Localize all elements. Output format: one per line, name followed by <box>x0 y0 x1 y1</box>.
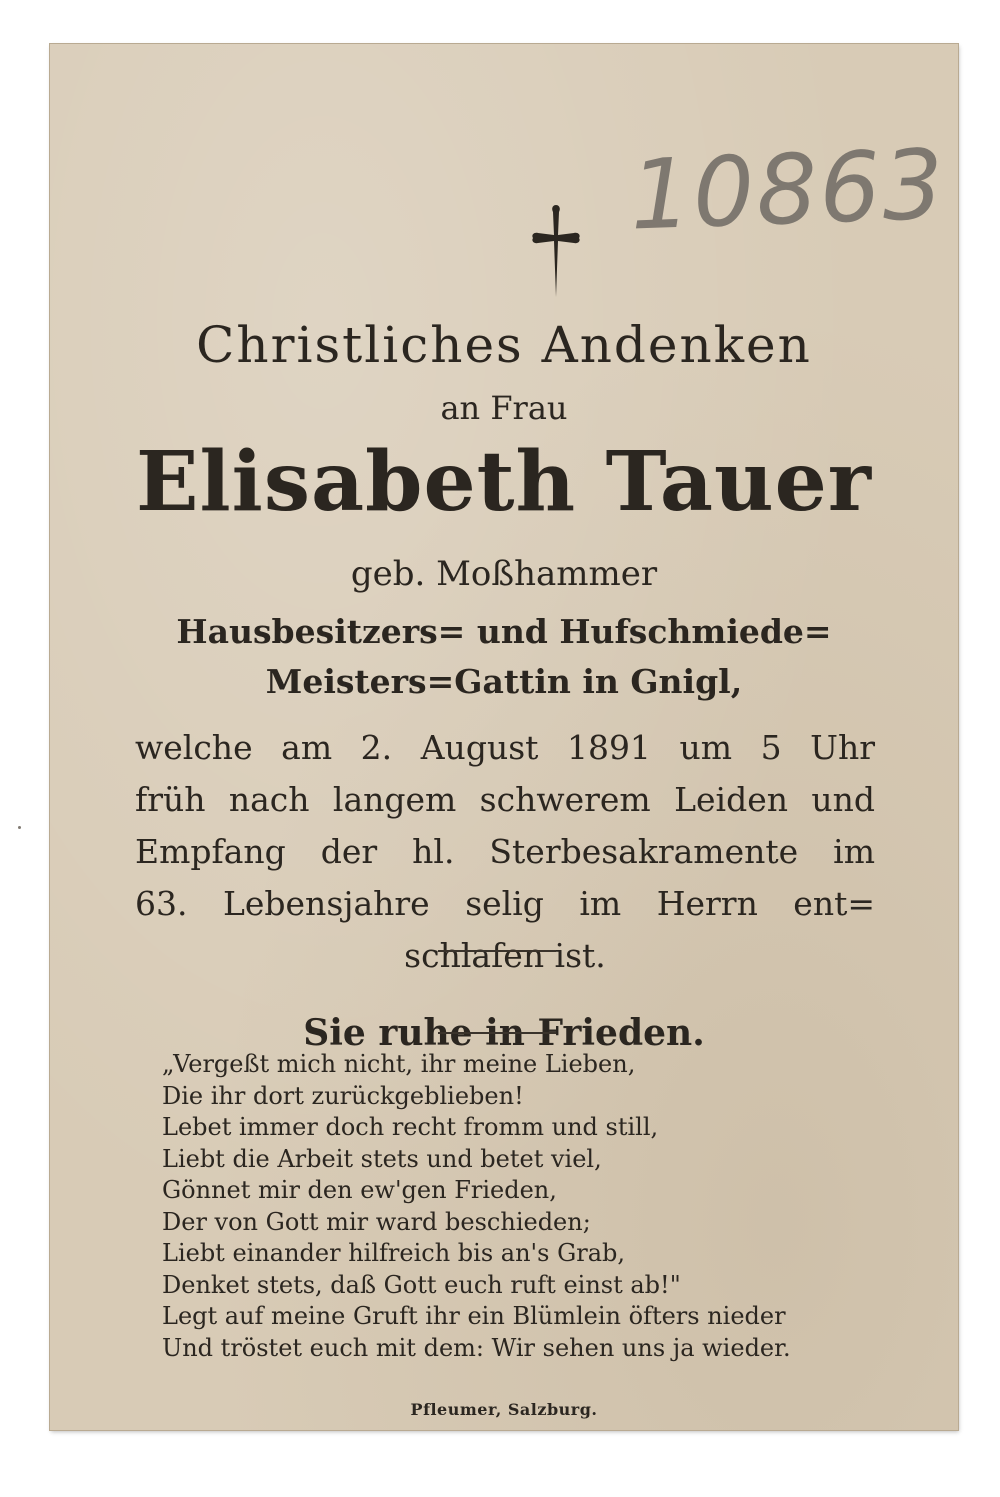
latin-cross-icon <box>528 199 584 299</box>
rest-in-peace-line: Sie ruhe in Frieden. <box>303 1012 705 1054</box>
poem-line: Liebt einander hilfreich bis an's Grab, <box>162 1239 626 1267</box>
poem-line: Und tröstet euch mit dem: Wir sehen uns ja wieder. <box>162 1333 791 1362</box>
printer-imprint: Pfleumer, Salzburg. <box>410 1400 598 1419</box>
poem-line: Der von Gott mir ward beschieden; <box>162 1207 591 1236</box>
dust-speck <box>18 826 21 829</box>
poem-line: Denket stets, daß Gott euch ruft einst ab!" <box>162 1270 681 1299</box>
memorial-poem <box>162 1049 882 1364</box>
divider-rule <box>438 950 556 952</box>
death-notice-paragraph <box>135 722 875 982</box>
notice-line: Empfang der hl. Sterbesakramente im <box>135 832 875 871</box>
poem-line: Die ihr dort zurückgeblieben! <box>162 1081 524 1110</box>
notice-line: 63. Lebensjahre selig im Herrn ent= <box>135 884 875 923</box>
occupation-line-2: Meisters=Gattin in Gnigl, <box>265 662 743 701</box>
handwritten-archive-number: 10863 <box>628 128 948 252</box>
maiden-name: geb. Moßhammer <box>350 554 658 594</box>
notice-line: früh nach langem schwerem Leiden und <box>135 780 875 819</box>
card-title: Christliches Andenken <box>196 316 812 374</box>
deceased-name: Elisabeth Tauer <box>136 434 872 530</box>
dedication-line: an Frau <box>440 389 568 427</box>
poem-line: Liebt die Arbeit stets und betet viel, <box>162 1144 602 1173</box>
poem-line: Gönnet mir den ew'gen Frieden, <box>162 1176 557 1204</box>
memorial-card <box>50 44 958 1430</box>
poem-line: Legt auf meine Gruft ihr ein Blümlein öfters nieder <box>162 1302 786 1330</box>
notice-line: welche am 2. August 1891 um 5 Uhr <box>135 728 875 767</box>
notice-line: schlafen ist. <box>404 936 606 975</box>
divider-rule <box>438 1032 556 1034</box>
poem-line: „Vergeßt mich nicht, ihr meine Lieben, <box>162 1050 636 1078</box>
occupation-line-1: Hausbesitzers= und Hufschmiede= <box>176 612 832 651</box>
poem-line: Lebet immer doch recht fromm und still, <box>162 1113 659 1141</box>
